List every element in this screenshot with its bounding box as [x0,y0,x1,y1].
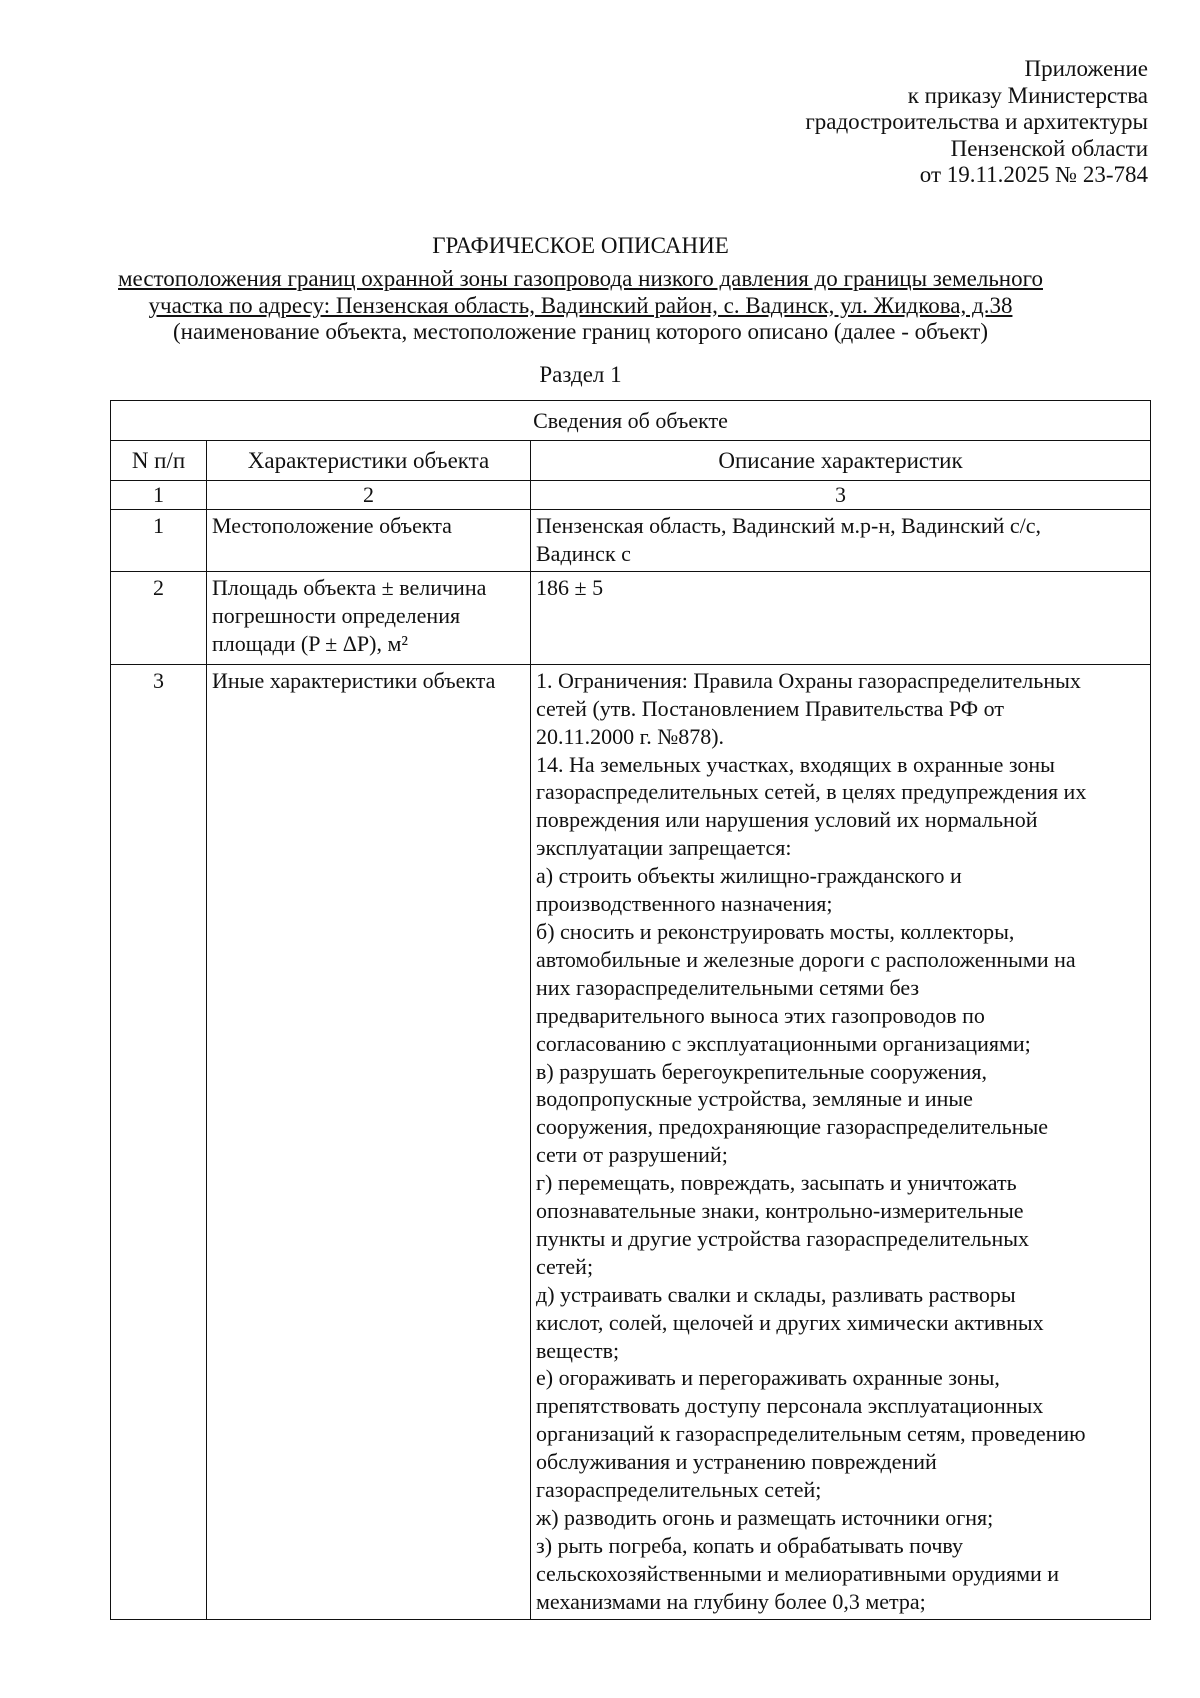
row-characteristic: Местоположение объекта [207,510,531,572]
description-line: производственного назначения; [536,891,833,917]
subtitle-note: (наименование объекта, местоположение границ которого описано (далее - объект) [172,319,988,344]
description-line: з) рыть погреба, копать и обрабатывать почву [536,1532,964,1558]
description-line: сетей (утв. Постановлением Правительства РФ от [536,695,1004,721]
table-caption-row [111,401,1151,441]
description-line: 1. Ограничения: Правила Охраны газораспределительных [536,667,1081,693]
description-line: Пензенская область, Вадинский м.р-н, Вадинский с/с, [536,513,1041,538]
description-line: организаций к газораспределительным сетям, проведению [536,1421,1086,1447]
appendix-line: к приказу Министерства [907,82,1148,108]
table-row [111,664,1151,1619]
characteristic-line: площади (P ± ΔP), м² [212,630,408,656]
description-line: сельскохозяйственными и мелиоративными орудиями и [536,1560,1060,1586]
section-heading: Раздел 1 [539,362,622,387]
description-line: повреждения или нарушения условий их нормальной [536,807,1038,833]
row-characteristic [207,571,531,664]
description-line: обслуживания и устранению повреждений [536,1449,937,1475]
description-line: сооружения, предохраняющие газораспределительные [536,1114,1049,1140]
row-number: 2 [111,571,207,664]
description-line: а) строить объекты жилищно-гражданского и [536,863,962,889]
description-line: пункты и другие устройства газораспределительных [536,1225,1030,1251]
row-description [531,510,1151,572]
description-line: 14. На земельных участках, входящих в охранные зоны [536,751,1055,777]
row-number: 3 [111,664,207,1619]
description-line: них газораспределительными сетями без [536,974,920,1000]
row-description [531,664,1151,1619]
description-line: в) разрушать берегоукрепительные сооружения, [536,1058,987,1084]
description-line: эксплуатации запрещается: [536,835,792,861]
header-number: N п/п [111,441,207,481]
description-line: е) огораживать и перегораживать охранные зоны, [536,1365,1000,1391]
table-row [111,510,1151,572]
description-line: 20.11.2000 г. №878). [536,723,725,749]
subtitle-line: участка по адресу: Пензенская область, Вадинский район, с. Вадинск, ул. Жидкова, д.38 [148,292,1013,318]
description-line: кислот, солей, щелочей и других химически активных [536,1309,1044,1335]
column-number-row [111,481,1151,510]
appendix-line: Приложение [1024,56,1148,81]
description-line: 186 ± 5 [536,574,604,600]
description-line: сетей; [536,1253,594,1279]
column-number: 3 [531,481,1151,510]
description-line: б) сносить и реконструировать мосты, коллекторы, [536,918,1015,944]
column-number: 2 [207,481,531,510]
row-number: 1 [111,510,207,572]
characteristic-line: погрешности определения [212,602,461,628]
description-line: предварительного выноса этих газопроводов по [536,1002,985,1028]
row-characteristic: Иные характеристики объекта [207,664,531,1619]
appendix-line: градостроительства и архитектуры [805,109,1148,135]
header-characteristic: Характеристики объекта [207,441,531,481]
characteristic-line: Площадь объекта ± величина [212,574,487,600]
row-description [531,571,1151,664]
object-info-table [110,400,1151,1620]
table-caption: Сведения об объекте [111,401,1151,441]
description-line: автомобильные и железные дороги с расположенными на [536,946,1076,972]
description-line: ж) разводить огонь и размещать источники огня; [536,1505,994,1530]
description-line: сети от разрушений; [536,1142,728,1168]
description-line: г) перемещать, повреждать, засыпать и уничтожать [536,1170,1017,1196]
header-description: Описание характеристик [531,441,1151,481]
description-line: Вадинск с [536,540,631,566]
description-line: водопропускные устройства, земляные и иные [536,1086,973,1112]
table-header-row [111,441,1151,481]
appendix-line: Пензенской области [950,135,1148,161]
description-line: д) устраивать свалки и склады, разливать растворы [536,1281,1016,1307]
description-line: согласованию с эксплуатационными организациями; [536,1030,1031,1056]
description-line: газораспределительных сетей; [536,1477,822,1503]
subtitle-line: местоположения границ охранной зоны газопровода низкого давления до границы земельного [118,266,1043,291]
column-number: 1 [111,481,207,510]
table-row [111,571,1151,664]
appendix-block [548,56,1148,189]
description-line: газораспределительных сетей, в целях предупреждения их [536,779,1087,805]
document-subtitle [0,266,1161,346]
description-line: механизмами на глубину более 0,3 метра; [536,1588,926,1614]
appendix-line: от 19.11.2025 № 23-784 [919,162,1148,188]
description-line: препятствовать доступу персонала эксплуатационных [536,1393,1044,1419]
description-line: веществ; [536,1337,620,1363]
description-line: опознавательные знаки, контрольно-измерительные [536,1198,1024,1224]
document-title: ГРАФИЧЕСКОЕ ОПИСАНИЕ [432,233,729,258]
